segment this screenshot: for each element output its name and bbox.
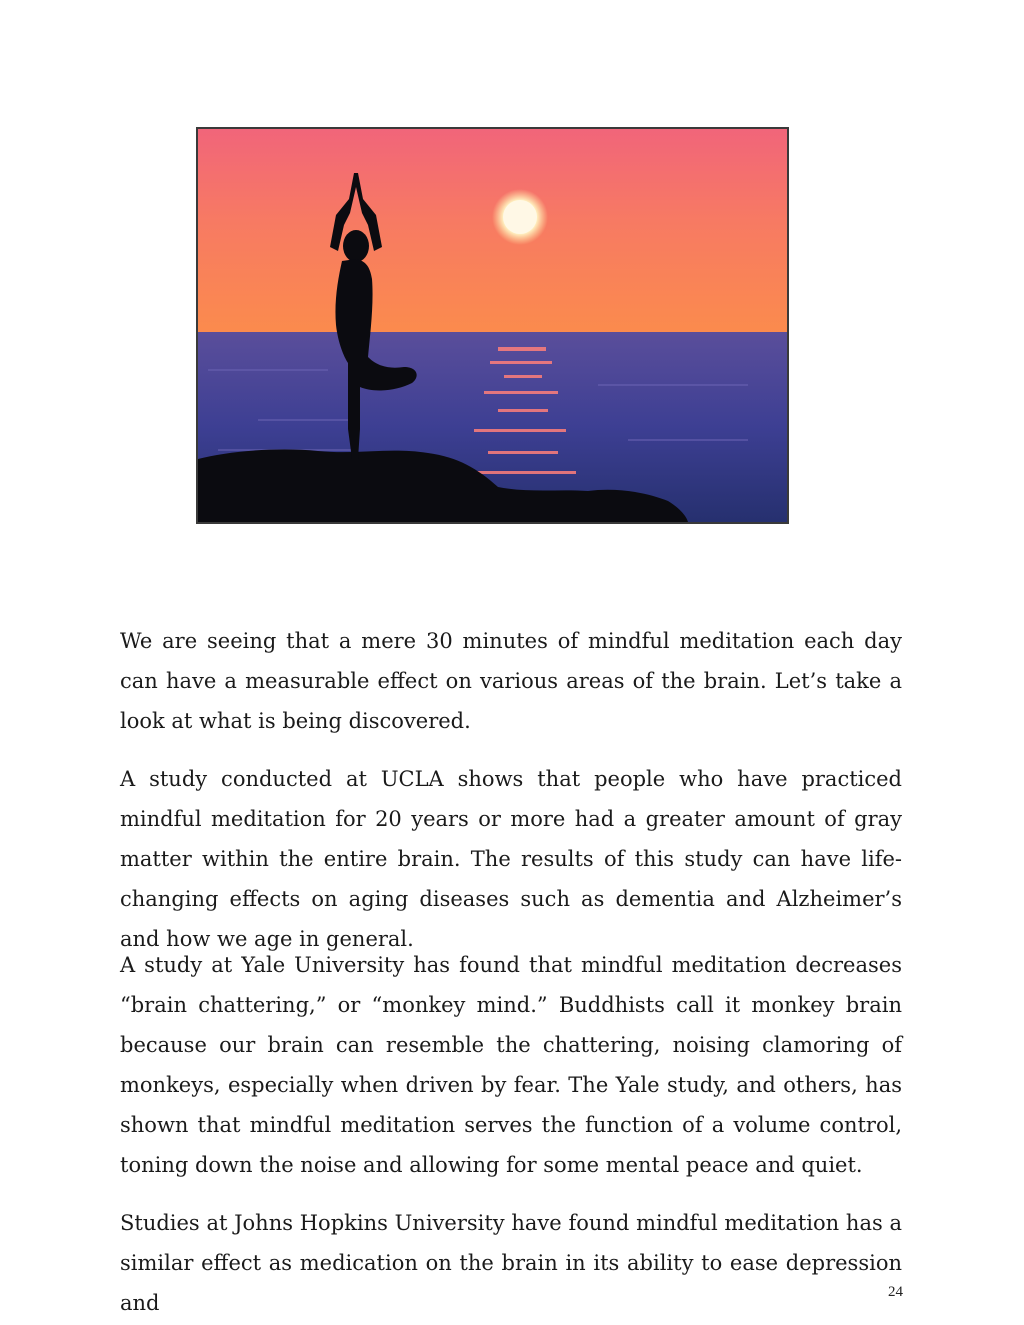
photo-illustration (198, 129, 787, 522)
paragraph-ucla-study: A study conducted at UCLA shows that people who have practiced mindful meditation for 20 years or more had a greater amount of gray matter within the entire brain. The results of this study can have life-changing effects on aging diseases such as dementia and Alzheimer’s and how we age in general. (120, 767, 902, 951)
sky (198, 129, 787, 333)
paragraph-yale-study: A study at Yale University has found that mindful meditation decreases “brain chattering,” or “monkey mind.” Buddhists call it monkey brain because our brain can resemble the chattering, noising clamoring of monkeys, especially when driven by fear. The Yale study, and others, has shown that mindful meditation serves the function of a volume control, toning down the noise and allowing for some mental peace and quiet. (120, 953, 902, 1177)
paragraph-intro: We are seeing that a mere 30 minutes of mindful meditation each day can have a measurable effect on various areas of the brain. Let’s take a look at what is being discovered. (120, 629, 902, 733)
page-number: 24 (888, 1284, 903, 1300)
sun (503, 200, 537, 234)
yoga-sunset-photo (196, 127, 789, 524)
paragraph-johns-hopkins-study: Studies at Johns Hopkins University have found mindful meditation has a similar effect as medication on the brain in its ability to ease depression and (120, 1211, 902, 1315)
